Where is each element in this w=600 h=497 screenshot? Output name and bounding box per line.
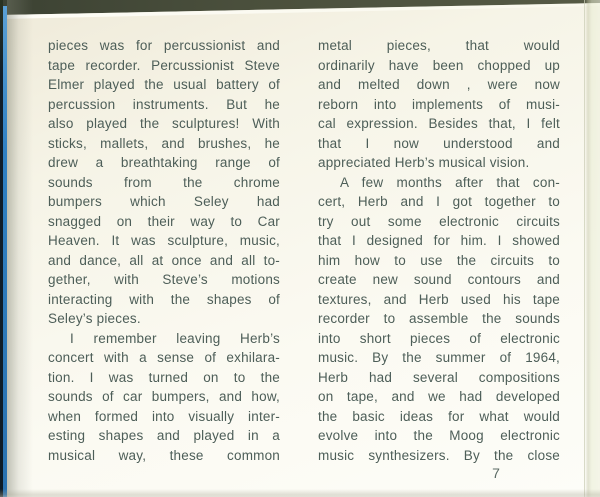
text-line: when formed into visually inter- — [48, 408, 280, 424]
text-line: tape recorder. Percussionist Steve — [48, 57, 280, 73]
text-line: musical way, these common — [48, 447, 280, 463]
adjacent-page-edge — [584, 0, 600, 497]
text-line: Heaven. It was sculpture, music, — [48, 233, 280, 248]
text-line: and melted down , were now — [318, 77, 560, 92]
text-line: and dance, all at once and all to- — [48, 252, 280, 268]
text-line: appreciated Herb’s musical vision. — [318, 155, 530, 170]
text-line: sounds of car bumpers, and how, — [48, 389, 280, 404]
text-line: Herb had several compositions — [318, 369, 560, 385]
text-line: create new sound contours and — [318, 272, 560, 287]
text-line: recorder to assemble the sounds — [318, 311, 560, 326]
text-line: also played the sculptures! With — [48, 116, 280, 131]
text-line: Elmer played the usual battery of — [48, 77, 280, 92]
text-line: sticks, mallets, and brushes, he — [48, 135, 280, 151]
text-line: reborn into implements of musi- — [318, 96, 560, 112]
text-line: evolve into the Moog electronic — [318, 428, 560, 443]
text-line: percussion instruments. But he — [48, 96, 280, 112]
text-line: metal pieces, that would — [318, 38, 560, 53]
text-line: A few months after that con- — [340, 174, 560, 190]
text-line: bumpers which Seley had — [48, 194, 280, 209]
page-number: 7 — [492, 465, 500, 481]
text-line: concert with a sense of exhilara- — [48, 350, 280, 365]
text-line: cal expression. Besides that, I felt — [318, 116, 560, 131]
text-line: drew a breathtaking range of — [48, 155, 280, 170]
text-line: that I now understood and — [318, 135, 560, 151]
text-line: sounds from the chrome — [48, 174, 280, 190]
text-line: the basic ideas for what would — [318, 408, 560, 424]
text-line: Seley’s pieces. — [48, 311, 141, 326]
page-gutter-shadow — [7, 0, 33, 497]
text-line: on tape, and we had developed — [318, 389, 560, 404]
text-line: try out some electronic circuits — [318, 213, 560, 229]
text-column-left — [48, 36, 280, 465]
text-line: music. By the summer of 1964, — [318, 350, 560, 365]
text-line: him how to use the circuits to — [318, 252, 560, 268]
text-line: tion. I was turned on to the — [48, 369, 280, 385]
text-line: pieces was for percussionist and — [48, 38, 280, 53]
text-line: gether, with Steve’s motions — [48, 272, 280, 287]
text-line: that I designed for him. I showed — [318, 233, 560, 248]
text-line: interacting with the shapes of — [48, 291, 280, 307]
text-line: esting shapes and played in a — [48, 428, 280, 443]
text-line: ordinarily have been chopped up — [318, 57, 560, 73]
text-line: snagged on their way to Car — [48, 213, 280, 229]
text-line: textures, and Herb used his tape — [318, 291, 560, 307]
page-bottom-shadow — [0, 489, 600, 497]
text-line: music synthesizers. By the close — [318, 447, 560, 463]
text-column-right — [318, 36, 560, 465]
text-line: into short pieces of electronic — [318, 330, 560, 346]
text-line: cert, Herb and I got together to — [318, 194, 560, 209]
text-line: I remember leaving Herb’s — [70, 330, 280, 346]
